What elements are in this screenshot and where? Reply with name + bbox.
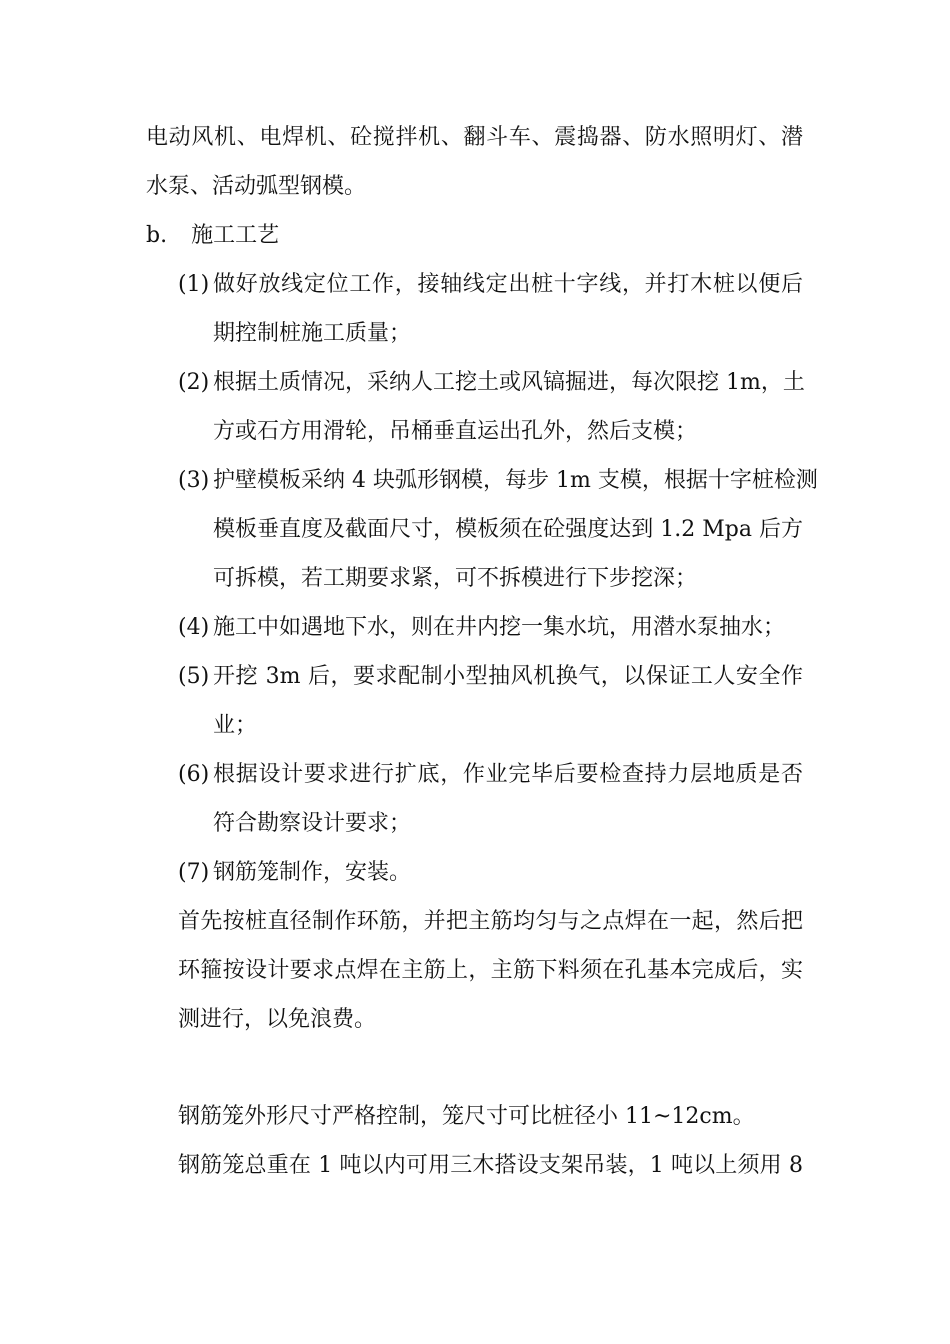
- section-b-marker: b.: [146, 223, 168, 248]
- intro-line-2: 水泵、活动弧型钢模。: [146, 174, 367, 199]
- paragraph-3: 钢筋笼总重在 1 吨以内可用三木搭设支架吊装，1 吨以上须用 8: [178, 1153, 803, 1178]
- step-number: (1): [178, 272, 210, 297]
- section-b-title: 施工工艺: [191, 223, 280, 248]
- paragraph-1-line-1: 首先按桩直径制作环筋，并把主筋均匀与之点焊在一起，然后把: [178, 909, 803, 934]
- paragraph-1-line-2: 环箍按设计要求点焊在主筋上，主筋下料须在孔基本完成后，实: [178, 958, 803, 983]
- step-6: [178, 760, 803, 790]
- step-2-line-1: 根据土质情况，采纳人工挖土或风镐掘进，每次限挖 1m，土: [213, 370, 805, 395]
- step-number: (4): [178, 615, 210, 640]
- step-2: [178, 368, 803, 398]
- step-4: [178, 613, 785, 643]
- step-number: (6): [178, 762, 210, 787]
- step-number: (2): [178, 370, 210, 395]
- step-5: [178, 662, 803, 692]
- paragraph-1-line-3: 测进行，以免浪费。: [178, 1007, 377, 1032]
- paragraph-2: 钢筋笼外形尺寸严格控制，笼尺寸可比桩径小 11~12cm。: [178, 1104, 755, 1129]
- step-7: [178, 858, 411, 888]
- step-6-line-1: 根据设计要求进行扩底，作业完毕后要检查持力层地质是否: [213, 762, 803, 787]
- step-3-line-2: 模板垂直度及截面尺寸，模板须在砼强度达到 1.2 Mpa 后方: [213, 517, 803, 542]
- step-number: (7): [178, 860, 210, 885]
- step-1-line-2: 期控制桩施工质量；: [213, 321, 412, 346]
- step-1: [178, 270, 803, 300]
- step-6-line-2: 符合勘察设计要求；: [213, 811, 412, 836]
- step-5-line-2: 业；: [213, 713, 258, 738]
- step-3-line-1: 护壁模板采纳 4 块弧形钢模，每步 1m 支模，根据十字桩检测: [213, 468, 818, 493]
- step-3-line-3: 可拆模，若工期要求紧，可不拆模进行下步挖深；: [213, 566, 698, 591]
- step-1-line-1: 做好放线定位工作，接轴线定出桩十字线，并打木桩以便后: [213, 272, 803, 297]
- section-b-heading: [146, 221, 279, 251]
- step-7-line-1: 钢筋笼制作，安装。: [213, 860, 412, 885]
- step-3: [178, 466, 818, 496]
- step-2-line-2: 方或石方用滑轮，吊桶垂直运出孔外，然后支模；: [213, 419, 698, 444]
- step-number: (3): [178, 468, 210, 493]
- step-5-line-1: 开挖 3m 后，要求配制小型抽风机换气，以保证工人安全作: [213, 664, 803, 689]
- intro-line-1: 电动风机、电焊机、砼搅拌机、翻斗车、震捣器、防水照明灯、潜: [146, 125, 803, 150]
- step-4-line-1: 施工中如遇地下水，则在井内挖一集水坑，用潜水泵抽水；: [213, 615, 786, 640]
- step-number: (5): [178, 664, 210, 689]
